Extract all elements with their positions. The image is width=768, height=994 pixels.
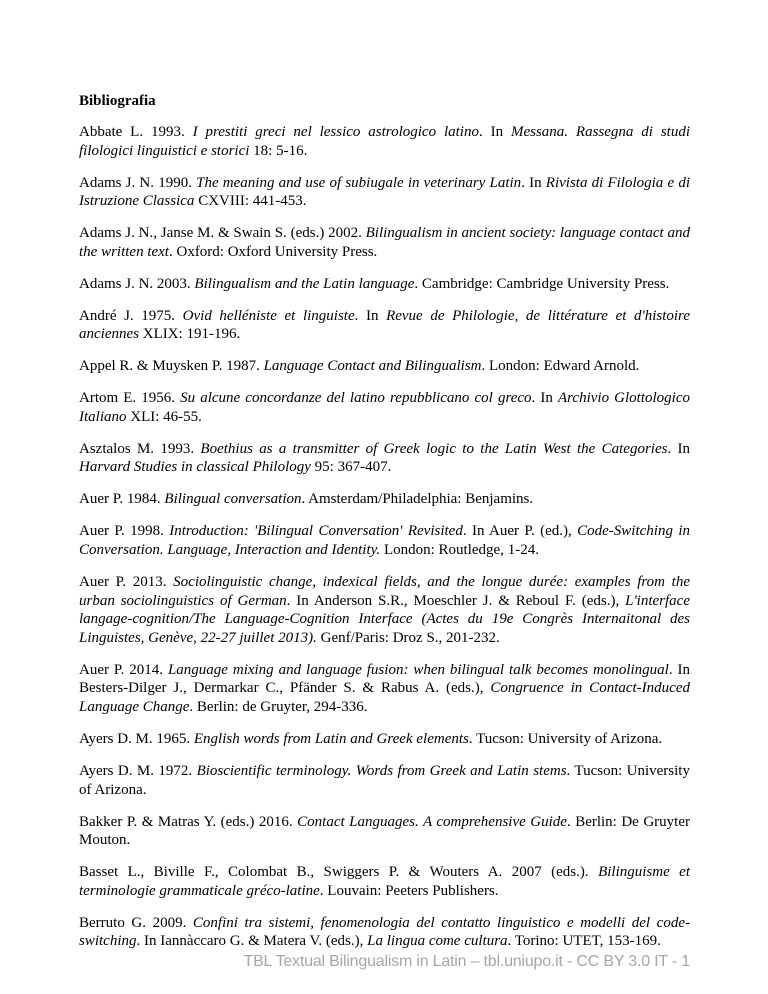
entry-text: . Louvain: Peeters Publishers. [319,882,499,899]
bibliography-entry [79,123,690,160]
entry-title-italic: Su alcune concordanze del latino repubblicano col greco [180,390,532,407]
entry-text: . In [478,124,511,140]
entry-text: André J. 1975. [79,307,183,324]
entry-text: CXVIII: 441-453. [194,193,307,210]
entry-text: Berruto G. 2009. [79,914,193,931]
entry-text: . London: Edward Arnold. [481,358,640,375]
entry-text: Adams J. N., Janse M. & Swain S. (eds.) 2002. [79,225,366,242]
entry-text: Ayers D. M. 1965. [79,730,194,747]
entry-text: . Amsterdam/Philadelphia: Benjamins. [301,491,534,508]
entry-title-italic: The meaning and use of subiugale in veterinary Latin [196,174,522,191]
entry-text: Basset L., Biville F., Colombat B., Swiggers P. & Wouters A. 2007 (eds.). [79,864,599,881]
bibliography-entry [79,914,690,951]
entry-text: Auer P. 1998. [79,523,170,540]
entry-text: Ayers D. M. 1972. [79,762,197,779]
entry-text: XLIX: 191-196. [138,326,241,343]
entry-title-italic: Bilinguisme et terminologie grammaticale gréco-latine [79,864,690,899]
entry-title-italic: Messana. Rassegna di studi filologici linguistici e storici [79,124,690,159]
bibliography-list [79,123,690,951]
bibliography-entry [79,661,690,717]
entry-text: . Cambridge: Cambridge University Press. [414,275,670,292]
entry-text: . Berlin: de Gruyter, 294-336. [189,698,368,715]
page-footer: TBL Textual Bilingualism in Latin – tbl.uniupo.it - CC BY 3.0 IT - 1 [243,953,690,970]
entry-text: 18: 5-16. [249,142,308,159]
entry-title-italic: Language Contact and Bilingualism [263,358,482,375]
entry-text: . Tucson: University of Arizona. [468,730,663,747]
entry-text: . In Iannàccaro G. & Matera V. (eds.), [136,933,368,950]
entry-text: . In [667,440,691,457]
bibliography-entry [79,730,690,749]
entry-title-italic: Bilingual conversation [164,491,302,508]
entry-title-italic: L'interface langage-cognition/The Language-Cognition Interface (Actes du 19e Congrès Internaitonal des Linguistes, Genève, 22-27 juillet 2013). [79,592,690,646]
entry-title-italic: Confini tra sistemi, fenomenologia del contatto linguistico e modelli del code-switching [79,914,690,950]
entry-text: . Oxford: Oxford University Press. [168,243,378,260]
bibliography-entry [79,357,690,376]
bibliography-entry [79,174,690,211]
entry-title-italic: Bilingualism in ancient society: language contact and the written text [79,225,690,260]
entry-text: Appel R. & Muysken P. 1987. [79,358,264,375]
entry-title-italic: Archivio Glottologico Italiano [79,390,691,425]
entry-title-italic: Congruence in Contact-Induced Language Change [79,680,690,715]
bibliography-entry [79,440,690,477]
bibliography-entry [79,573,690,647]
entry-title-italic: Contact Languages. A comprehensive Guide [297,813,567,830]
entry-title-italic: Boethius as a transmitter of Greek logic to the Latin West the Categories [200,440,668,457]
entry-text: Adams J. N. 1990. [79,174,197,191]
entry-text: XLI: 46-55. [126,408,202,425]
entry-text: Auer P. 1984. [79,491,165,508]
bibliography-entry [79,275,690,294]
entry-title-italic: Revue de Philologie, de littérature et d'histoire anciennes [79,307,690,343]
entry-text: 95: 367-407. [310,459,392,476]
entry-text: . In Anderson S.R., Moeschler J. & Reboul F. (eds.), [286,592,626,609]
bibliography-entry [79,307,690,344]
entry-text: London: Routledge, 1-24. [380,542,539,559]
entry-title-italic: Harvard Studies in classical Philology [79,459,311,476]
bibliography-entry [79,813,690,850]
section-title: Bibliografia [79,93,156,109]
entry-text: Adams J. N. 2003. [79,275,195,292]
bibliography-entry [79,762,690,799]
entry-title-italic: Code-Switching in Conversation. Language, Interaction and Identity. [79,523,690,559]
entry-title-italic: I prestiti greci nel lessico astrologico latino [192,124,479,140]
entry-text: Abbate L. 1993. [79,124,193,140]
entry-title-italic: English words from Latin and Greek elements [193,730,469,747]
document-page [79,92,690,964]
entry-text: Asztalos M. 1993. [79,440,201,457]
entry-text: Auer P. 2014. [79,661,168,678]
entry-title-italic: Introduction: 'Bilingual Conversation' Revisited [169,523,463,540]
bibliography-entry [79,490,690,509]
entry-title-italic: Ovid helléniste et linguiste [182,307,355,324]
entry-text: . Tucson: University of Arizona. [79,762,690,798]
entry-text: Auer P. 2013. [79,574,174,590]
entry-title-italic: Sociolinguistic change, indexical fields, and the longue durée: examples from the urban sociolinguistics of German [79,574,690,609]
entry-text: . In [531,390,558,407]
bibliography-entry [79,522,690,559]
entry-title-italic: Bioscientific terminology. Words from Greek and Latin stems [196,762,567,779]
bibliography-entry [79,389,690,426]
entry-title-italic: Bilingualism and the Latin language [194,275,415,292]
entry-text: . Torino: UTET, 153-169. [507,933,661,950]
bibliography-entry [79,863,690,900]
entry-text: . Berlin: De Gruyter Mouton. [79,813,690,849]
entry-title-italic: Language mixing and language fusion: when bilingual talk becomes monolingual [167,661,669,678]
entry-text: Bakker P. & Matras Y. (eds.) 2016. [79,813,298,830]
bibliography-entry [79,224,690,261]
entry-text: Artom E. 1956. [79,390,181,407]
entry-text: Genf/Paris: Droz S., 201-232. [316,629,500,646]
entry-text: . In Besters-Dilger J., Dermarkar C., Pfänder S. & Rabus A. (eds.), [79,661,691,697]
entry-title-italic: Rivista di Filologia e di Istruzione Classica [79,174,690,210]
entry-text: . In [521,174,546,191]
entry-title-italic: La lingua come cultura [367,933,508,950]
entry-text: . In Auer P. (ed.), [462,523,578,540]
entry-text: . In [354,307,387,324]
